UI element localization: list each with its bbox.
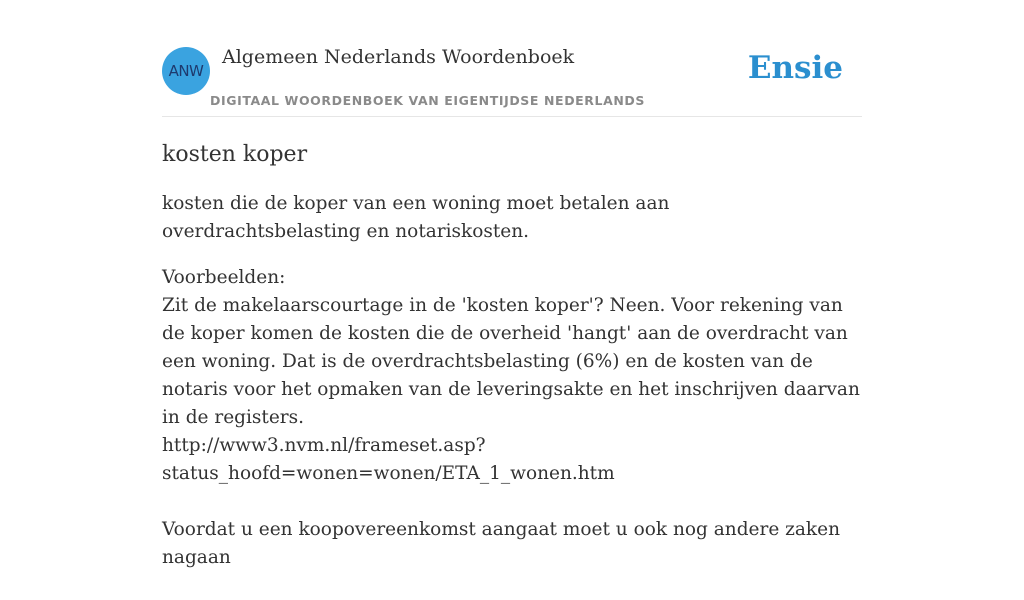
example-source-line: status_hoofd=wonen=wonen/ETA_1_wonen.htm xyxy=(162,463,615,484)
example-text: Zit de makelaarscourtage in de 'kosten koper'? Neen. Voor rekening van de koper komen de kosten die de overheid 'hangt' aan de overdracht van een woning. Dat is de overdrachtsbelasting (6%) en de kosten van de notaris voor het opmaken van de leveringsakte en het inschrijven daarvan in de registers. xyxy=(162,295,860,428)
site-subtitle: DIGITAAL WOORDENBOEK VAN EIGENTIJDSE NEDERLANDS xyxy=(210,93,646,108)
examples-label: Voorbeelden: xyxy=(162,267,286,288)
entry-term: kosten koper xyxy=(162,142,308,167)
entry-definition: kosten die de koper van een woning moet betalen aan overdrachtsbelasting en notariskosten. xyxy=(162,193,670,242)
examples-section xyxy=(162,264,862,572)
site-header xyxy=(162,0,862,117)
site-title[interactable]: Algemeen Nederlands Woordenboek xyxy=(222,46,575,68)
example-item xyxy=(162,292,862,488)
ensie-brand-link[interactable]: Ensie xyxy=(747,50,843,86)
example-source-line: http://www3.nvm.nl/frameset.asp? xyxy=(162,435,486,456)
page-container xyxy=(162,0,862,600)
logo-text: ANW xyxy=(168,62,204,80)
anw-logo[interactable] xyxy=(162,47,210,95)
example-text: Voordat u een koopovereenkomst aangaat moet u ook nog andere zaken nagaan xyxy=(162,519,841,568)
example-item xyxy=(162,516,862,572)
